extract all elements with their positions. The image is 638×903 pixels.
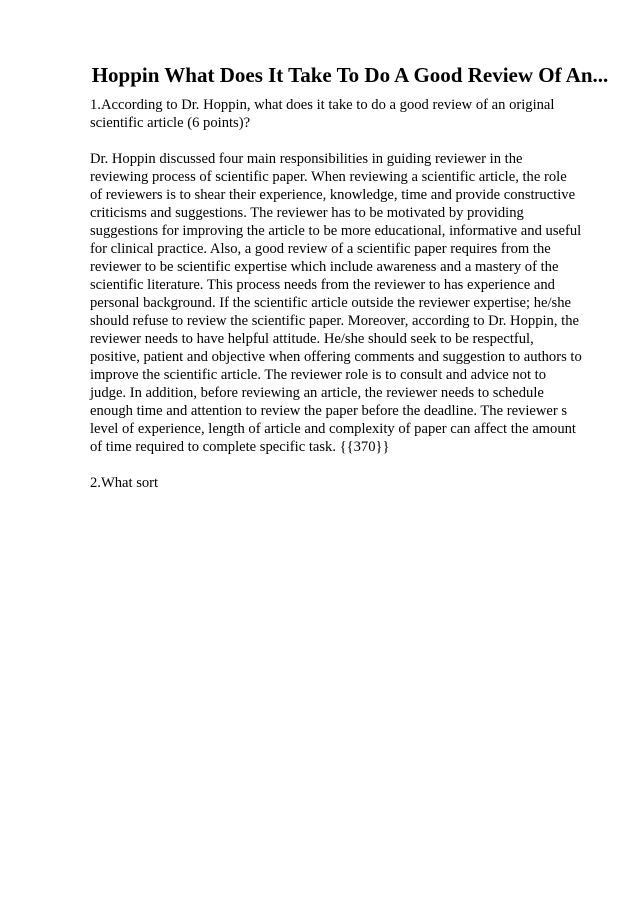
answer-1-line: suggestions for improving the article to be more educational, informative and useful [90, 223, 582, 239]
answer-1-line: scientific literature. This process needs from the reviewer to has experience and [90, 277, 555, 293]
answer-1-line: Dr. Hoppin discussed four main responsibilities in guiding reviewer in the [90, 151, 523, 167]
question-1-line: 1.According to Dr. Hoppin, what does it take to do a good review of an original [90, 97, 555, 113]
answer-1-line: level of experience, length of article and complexity of paper can affect the amount [90, 421, 576, 437]
answer-1-line: reviewing process of scientific paper. When reviewing a scientific article, the role [90, 169, 567, 185]
answer-1-line: improve the scientific article. The reviewer role is to consult and advice not to [90, 367, 547, 383]
answer-1-line: judge. In addition, before reviewing an article, the reviewer needs to schedule [90, 385, 544, 401]
document-title: Hoppin What Does It Take To Do A Good Review Of An... [91, 63, 609, 87]
answer-1-line: of reviewers is to shear their experience, knowledge, time and provide constructive [90, 187, 576, 203]
answer-1-line: criticisms and suggestions. The reviewer has to be motivated by providing [90, 205, 524, 221]
question-2-line: 2.What sort [90, 475, 159, 491]
answer-1-line: personal background. If the scientific article outside the reviewer expertise; he/she [90, 295, 571, 311]
answer-1-line: of time required to complete specific task. {{370}} [90, 439, 390, 455]
answer-1-line: reviewer to be scientific expertise which include awareness and a mastery of the [90, 259, 559, 275]
answer-1-line: should refuse to review the scientific paper. Moreover, according to Dr. Hoppin, the [90, 313, 579, 329]
answer-1-line: positive, patient and objective when offering comments and suggestion to authors to [90, 349, 582, 365]
question-1-line: scientific article (6 points)? [90, 115, 251, 131]
answer-1-line: for clinical practice. Also, a good review of a scientific paper requires from the [90, 241, 551, 257]
answer-1-line: enough time and attention to review the paper before the deadline. The reviewer s [90, 403, 568, 419]
answer-1-line: reviewer needs to have helpful attitude. He/she should seek to be respectful, [90, 331, 534, 347]
